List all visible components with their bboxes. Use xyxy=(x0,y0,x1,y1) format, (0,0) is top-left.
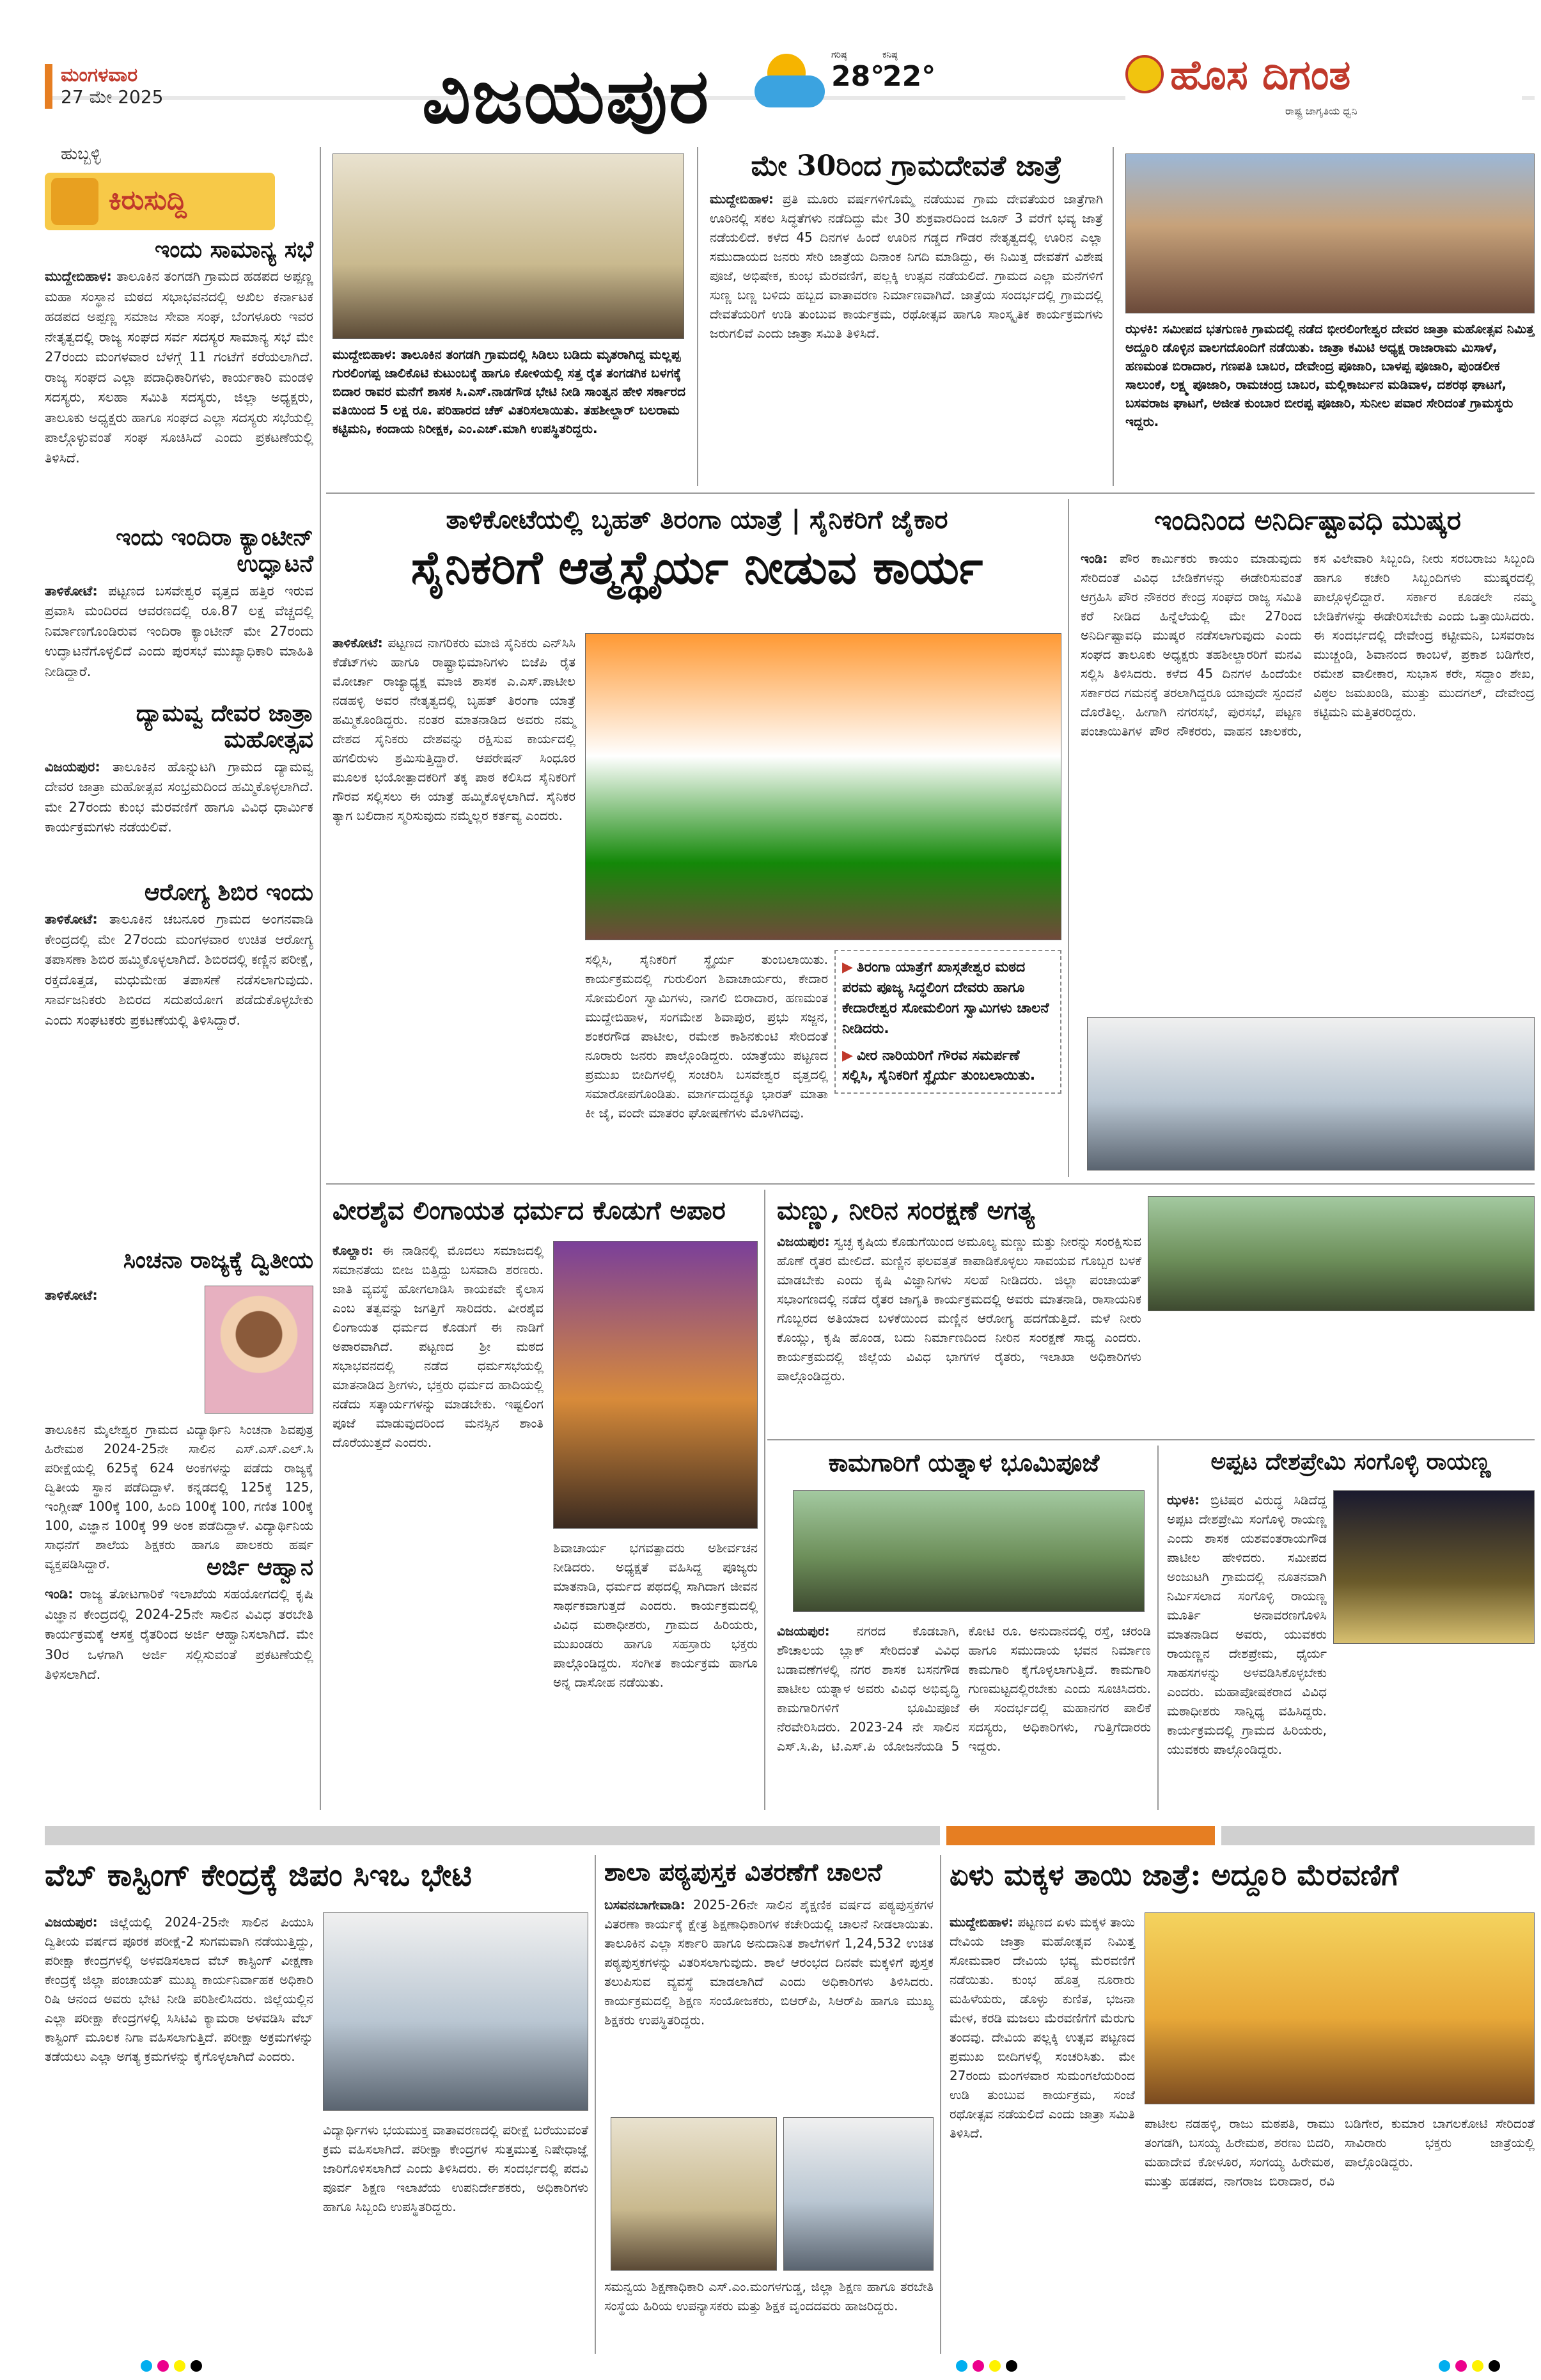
print-registration-marks xyxy=(1439,2360,1500,2372)
article-body xyxy=(604,1895,934,2125)
brief-text: ತಾಲೂಕಿನ ಹೊನ್ನುಟಗಿ ಗ್ರಾಮದ ದ್ಯಾಮವ್ವ ದೇವರ ಜಾತ್ರಾ ಮಹೋತ್ಸವ ಸಂಭ್ರಮದಿಂದ ಹಮ್ಮಿಕೊಳ್ಳಲಾಗಿದೆ. ಮೇ 27ರಂದು ಕುಂಭ ಮೆರವಣಿಗೆ ಹಾಗೂ ವಿವಿಧ ಧಾರ್ಮಿಕ ಕಾರ್ಯಕ್ರಮಗಳು ನಡೆಯಲಿವೆ. xyxy=(45,759,313,835)
article-text: ಪಟ್ಟಣದ ನಾಗರಿಕರು ಮಾಜಿ ಸೈನಿಕರು ಎನ್‌ಸಿಸಿ ಕೆಡೆಟ್‌ಗಳು ಹಾಗೂ ರಾಷ್ಟ್ರಾಭಿಮಾನಿಗಳು ಬಿಜೆಪಿ ರೈತ ಮೋರ್ಚಾ ರಾಜ್ಯಾಧ್ಯಕ್ಷ ಮಾಜಿ ಶಾಸಕ ಎ.ಎಸ್.ಪಾಟೀಲ ನಡಹಳ್ಳಿ ಅವರ ನೇತೃತ್ವದಲ್ಲಿ ಬೃಹತ್ ತಿರಂಗಾ ಯಾತ್ರೆ ಹಮ್ಮಿಕೊಂಡಿದ್ದರು. ನಂತರ ಮಾತನಾಡಿದ ಅವರು ನಮ್ಮ ದೇಶದ ಸೈನಿಕರು ದೇಶವನ್ನು ರಕ್ಷಿಸುವ ಕಾರ್ಯದಲ್ಲಿ ಹಗಲಿರುಳು ಶ್ರಮಿಸುತ್ತಿದ್ದಾರೆ. ಆಪರೇಷನ್ ಸಿಂಧೂರ ಮೂಲಕ ಭಯೋತ್ಪಾದಕರಿಗೆ ತಕ್ಕ ಪಾಠ ಕಲಿಸಿದ ಸೈನಿಕರಿಗೆ ಗೌರವ ಸಲ್ಲಿಸಲು ಈ ಯಾತ್ರೆ ಹಮ್ಮಿಕೊಳ್ಳಲಾಗಿದೆ. ಸೈನಿಕರ ತ್ಯಾಗ ಬಲಿದಾನ ಸ್ಮರಿಸುವುದು ನಮ್ಮೆಲ್ಲರ ಕರ್ತವ್ಯ ಎಂದರು. xyxy=(332,635,576,823)
max-temp-label: ಗರಿಷ್ಠ xyxy=(831,50,847,60)
article-text: ನಗರದ ಕೊಡಬಾಗಿ, ಶೌಚಾಲಯ ಬ್ಲಾಕ್ ಸೇರಿದಂತೆ ವಿವಿಧ ಬಡಾವಣೆಗಳಲ್ಲಿ ನಗರ ಶಾಸಕ ಬಸನಗೌಡ ಪಾಟೀಲ ಯತ್ನಾಳ ಅವರು ವಿವಿಧ ಅಭಿವೃದ್ಧಿ ಕಾಮಗಾರಿಗಳಿಗೆ ಭೂಮಿಪೂಜೆ ನೆರವೇರಿಸಿದರು. 2023-24 ನೇ ಸಾಲಿನ ಎಸ್.ಸಿ.ಪಿ, ಟಿ.ಎಸ್.ಪಿ ಯೋಜನೆಯಡಿ 5 ಕೋಟಿ ರೂ. ಅನುದಾನದಲ್ಲಿ ರಸ್ತೆ, ಚರಂಡಿ ಹಾಗೂ ಸಮುದಾಯ ಭವನ ನಿರ್ಮಾಣ ಕಾಮಗಾರಿ ಕೈಗೊಳ್ಳಲಾಗುತ್ತಿದೆ. ಕಾಮಗಾರಿ ಗುಣಮಟ್ಟದಲ್ಲಿರಬೇಕು ಎಂದು ಸೂಚಿಸಿದರು. ಈ ಸಂದರ್ಭದಲ್ಲಿ ಮಹಾನಗರ ಪಾಲಿಕೆ ಸದಸ್ಯರು, ಅಧಿಕಾರಿಗಳು, ಗುತ್ತಿಗೆದಾರರು ಇದ್ದರು. xyxy=(777,1623,1151,1754)
yellow-dot xyxy=(174,2360,185,2372)
article-body-cont: ಶಿವಾಚಾರ್ಯ ಭಗವತ್ಪಾದರು ಅಶೀರ್ವಚನ ನೀಡಿದರು. ಅಧ್ಯಕ್ಷತೆ ವಹಿಸಿದ್ದ ಪೂಜ್ಯರು ಮಾತನಾಡಿ, ಧರ್ಮದ ಪಥದಲ್ಲಿ ಸಾಗಿದಾಗ ಜೀವನ ಸಾರ್ಥಕವಾಗುತ್ತದೆ ಎಂದರು. ಕಾರ್ಯಕ್ರಮದಲ್ಲಿ ವಿವಿಧ ಮಠಾಧೀಶರು, ಗ್ರಾಮದ ಹಿರಿಯರು, ಮುಖಂಡರು ಹಾಗೂ ಸಹಸ್ರಾರು ಭಕ್ತರು ಪಾಲ್ಗೊಂಡಿದ್ದರು. ಸಂಗೀತ ಕಾರ್ಯಕ್ರಮ ಹಾಗೂ ಅನ್ನ ದಾಸೋಹ ನಡೆಯಿತು. xyxy=(553,1540,758,1690)
brief-place: ಮುದ್ದೇಬಿಹಾಳ: xyxy=(45,269,112,285)
article-body-cont: ವಿದ್ಯಾರ್ಥಿಗಳು ಭಯಮುಕ್ತ ವಾತಾವರಣದಲ್ಲಿ ಪರೀಕ್ಷೆ ಬರೆಯುವಂತೆ ಕ್ರಮ ವಹಿಸಲಾಗಿದೆ. ಪರೀಕ್ಷಾ ಕೇಂದ್ರಗಳ ಸುತ್ತಮುತ್ತ ನಿಷೇಧಾಜ್ಞೆ ಜಾರಿಗೊಳಿಸಲಾಗಿದೆ ಎಂದು ತಿಳಿಸಿದರು. ಈ ಸಂದರ್ಭದಲ್ಲಿ ಪದವಿ ಪೂರ್ವ ಶಿಕ್ಷಣ ಇಲಾಖೆಯ ಉಪನಿರ್ದೇಶಕರು, ಅಧಿಕಾರಿಗಳು ಹಾಗೂ ಸಿಬ್ಬಂದಿ ಉಪಸ್ಥಿತರಿದ್ದರು. xyxy=(323,2122,588,2214)
article-title: ವೀರಶೈವ ಲಿಂಗಾಯತ ಧರ್ಮದ ಕೊಡುಗೆ ಅಪಾರ xyxy=(332,1195,726,1225)
news-photo-textbook-2 xyxy=(783,2117,934,2271)
column-rule xyxy=(940,1855,941,2354)
news-photo-tiranga xyxy=(585,633,1061,940)
photo-caption: ಮುದ್ದೇಬಿಹಾಳ: ತಾಲೂಕಿನ ತಂಗಡಗಿ ಗ್ರಾಮದಲ್ಲಿ ಸಿಡಿಲು ಬಡಿದು ಮೃತರಾಗಿದ್ದ ಮಲ್ಲಪ್ಪ ಗುರಲಿಂಗಪ್ಪ ಜಾಲಿಕೊಟಿ ಕುಟುಂಬಕ್ಕೆ ಹಾಗೂ ಕೋಳಿಯಲ್ಲಿ ಸತ್ತ ರೈತ ತಂಗಡಗಿಕ ಬಳಗಕ್ಕೆ ಬಿದಾರ ರಾವರ ಮನೆಗೆ ಶಾಸಕ ಸಿ.ಎಸ್.ನಾಡಗೌಡ ಭೇಟಿ ನೀಡಿ ಸಾಂತ್ವನ ಹೇಳಿ ಸರ್ಕಾರದ ವತಿಯಿಂದ 5 ಲಕ್ಷ ರೂ. ಪರಿಹಾರದ ಚೆಕ್ ವಿತರಿಸಲಾಯಿತು. ತಹಶೀಲ್ದಾರ್ ಬಲರಾಮ ಕಟ್ಟಿಮನಿ, ಕಂದಾಯ ನಿರೀಕ್ಷಕ, ಎಂ.ಎಚ್.ಮಾಗಿ ಉಪಸ್ಥಿತರಿದ್ದರು. xyxy=(332,347,686,436)
article-body xyxy=(710,189,1103,484)
column-rule xyxy=(1068,499,1069,1177)
news-photo-festival xyxy=(1125,154,1535,313)
article-tiranga xyxy=(332,505,1061,594)
brief-body xyxy=(45,910,313,1229)
brief-item xyxy=(45,237,313,548)
article-body xyxy=(777,1621,1151,1807)
article-place: ಮುದ್ದೇಬಿಹಾಳ: xyxy=(950,1914,1013,1930)
article-text: ಪ್ರತಿ ಮೂರು ವರ್ಷಗಳಿಗೊಮ್ಮೆ ನಡೆಯುವ ಗ್ರಾಮ ದೇವತೆಯರ ಜಾತ್ರೆಗಾಗಿ ಊರಿನಲ್ಲಿ ಸಕಲ ಸಿದ್ಧತೆಗಳು ನಡೆದಿದ್ದು ಮೇ 30 ಶುಕ್ರವಾರದಿಂದ ಜೂನ್ 3 ವರೆಗೆ ಭವ್ಯ ಜಾತ್ರೆ ನಡೆಯಲಿದೆ. ಕಳೆದ 45 ದಿನಗಳ ಹಿಂದೆ ಊರಿನ ಗಡ್ಡದ ಗೌಡರ ನೇತೃತ್ವದಲ್ಲಿ ಊರಿನ ಎಲ್ಲಾ ಸಮುದಾಯದ ಜನರು ಸೇರಿ ಜಾತ್ರೆಯ ದಿನಾಂಕ ನಿಗದಿ ಮಾಡಿದ್ದು, ಈ ನಿಮಿತ್ತ ದೇವತೆಗೆ ವಿಶೇಷ ಪೂಜೆ, ಅಭಿಷೇಕ, ಕುಂಭ ಮೆರವಣಿಗೆ, ಪಲ್ಲಕ್ಕಿ ಉತ್ಸವ ನಡೆಯಲಿದೆ. ಗ್ರಾಮದ ಎಲ್ಲಾ ಮನೆಗಳಿಗೆ ಸುಣ್ಣ ಬಣ್ಣ ಬಳಿದು ಹಬ್ಬದ ವಾತಾವರಣ ನಿರ್ಮಾಣವಾಗಿದೆ. ಜಾತ್ರೆಯ ಸಂದರ್ಭದಲ್ಲಿ ಗ್ರಾಮದಲ್ಲಿ ದೇವತೆಯರಿಗೆ ಉಡಿ ತುಂಬುವ ಕಾರ್ಯಕ್ರಮ, ರಥೋತ್ಸವ ಹಾಗೂ ಸಾಂಸ್ಕೃತಿಕ ಕಾರ್ಯಕ್ರಮಗಳು ಜರುಗಲಿವೆ ಎಂದು ಜಾತ್ರಾ ಸಮಿತಿ ತಿಳಿಸಿದೆ. xyxy=(710,191,1104,341)
article-place: ಬಸವನಬಾಗೇವಾಡಿ: xyxy=(604,1896,685,1912)
article-body xyxy=(1167,1490,1327,1810)
kiru-suddi-label: ಕಿರುಸುದ್ದಿ xyxy=(109,184,187,216)
brief-place: ತಾಳಿಕೋಟೆ: xyxy=(45,583,98,599)
brief-title: ದ್ಯಾಮವ್ವ ದೇವರ ಜಾತ್ರಾ ಮಹೋತ್ಸವ xyxy=(136,700,313,753)
brand-logo xyxy=(1125,51,1522,128)
article-body xyxy=(332,633,575,1158)
bottom-section-bar xyxy=(0,1826,1541,1845)
article-title: ಕಾಮಗಾರಿಗೆ ಯತ್ನಾಳ ಭೂಮಿಪೂಜೆ xyxy=(828,1448,1100,1477)
article-body xyxy=(45,1912,313,2354)
brief-body xyxy=(45,757,313,885)
article-body xyxy=(1081,549,1535,1028)
article-place: ಕೊಲ್ಹಾರ: xyxy=(332,1243,374,1258)
edition-city: ಹುಬ್ಬಳ್ಳಿ xyxy=(61,145,101,164)
brand-emblem-icon xyxy=(1125,55,1164,93)
article-veerashaiva xyxy=(332,1196,758,1225)
black-dot xyxy=(1006,2360,1017,2372)
print-registration-marks xyxy=(956,2360,1017,2372)
section-rule xyxy=(326,1183,1535,1185)
article-place: ಮುದ್ದೇಬಿಹಾಳ: xyxy=(710,191,774,207)
page-title: ವಿಜಯಪುರ xyxy=(422,51,710,140)
article-text: ಸ್ವಚ್ಛ ಕೃಷಿಯ ಕೊಡುಗೆಯಿಂದ ಅಮೂಲ್ಯ ಮಣ್ಣು ಮತ್ತು ನೀರನ್ನು ಸಂರಕ್ಷಿಸುವ ಹೊಣೆ ರೈತರ ಮೇಲಿದೆ. ಮಣ್ಣಿನ ಫಲವತ್ತತೆ ಕಾಪಾಡಿಕೊಳ್ಳಲು ಸಾವಯವ ಗೊಬ್ಬರ ಬಳಕೆ ಮಾಡಬೇಕು ಎಂದು ಕೃಷಿ ವಿಜ್ಞಾನಿಗಳು ಸಲಹೆ ನೀಡಿದರು. ಜಿಲ್ಲಾ ಪಂಚಾಯತ್ ಸಭಾಂಗಣದಲ್ಲಿ ನಡೆದ ರೈತರ ಜಾಗೃತಿ ಕಾರ್ಯಕ್ರಮದಲ್ಲಿ ಅವರು ಮಾತನಾಡಿ, ರಾಸಾಯನಿಕ ಗೊಬ್ಬರದ ಅತಿಯಾದ ಬಳಕೆಯಿಂದ ಮಣ್ಣಿನ ಆರೋಗ್ಯ ಹದಗೆಡುತ್ತಿದೆ. ಮಳೆ ನೀರು ಕೊಯ್ಲು, ಕೃಷಿ ಹೊಂಡ, ಬದು ನಿರ್ಮಾಣದಿಂದ ನೀರಿನ ಸಂರಕ್ಷಣೆ ಸಾಧ್ಯ ಎಂದರು. ಕಾರ್ಯಕ್ರಮದಲ್ಲಿ ಜಿಲ್ಲೆಯ ವಿವಿಧ ಭಾಗಗಳ ರೈತರು, ಇಲಾಖಾ ಅಧಿಕಾರಿಗಳು ಪಾಲ್ಗೊಂಡಿದ್ದರು. xyxy=(777,1234,1141,1383)
brief-item xyxy=(45,700,313,885)
article-title: ಇಂದಿನಿಂದ ಅನಿರ್ದಿಷ್ಟಾವಧಿ ಮುಷ್ಕರ xyxy=(1154,505,1461,536)
date-block xyxy=(61,64,317,164)
brief-text: ತಾಲೂಕಿನ ತಂಗಡಗಿ ಗ್ರಾಮದ ಹಡಪದ ಅಪ್ಪಣ್ಣ ಮಹಾ ಸಂಸ್ಥಾನ ಮಠದ ಸಭಾಭವನದಲ್ಲಿ ಅಖಿಲ ಕರ್ನಾಟಕ ಹಡಪದ ಅಪ್ಪಣ್ಣ ಸಮಾಜ ಸೇವಾ ಸಂಘ, ಬೆಂಗಳೂರು ಇವರ ನೇತೃತ್ವದಲ್ಲಿ ರಾಜ್ಯ ಸಂಘದ ಸರ್ವ ಸದಸ್ಯರ ಸಾಮಾನ್ಯ ಸಭೆ ಮೇ 27ರಂದು ಮಂಗಳವಾರ ಬೆಳಗ್ಗೆ 11 ಗಂಟೆಗೆ ಕರೆಯಲಾಗಿದೆ. ರಾಜ್ಯ ಸಂಘದ ಎಲ್ಲಾ ಪದಾಧಿಕಾರಿಗಳು, ಕಾರ್ಯಕಾರಿ ಮಂಡಳಿ ಸದಸ್ಯರು, ಸಲಹಾ ಸಮಿತಿ ಸದಸ್ಯರು, ಜಿಲ್ಲಾ ಅಧ್ಯಕ್ಷರು, ತಾಲೂಕು ಅಧ್ಯಕ್ಷರು ಹಾಗೂ ಸಂಘದ ಎಲ್ಲಾ ಸದಸ್ಯರು ಸಭೆಯಲ್ಲಿ ಪಾಲ್ಗೊಳ್ಳುವಂತೆ ಸಂಘ ಸೂಚಿಸಿದೆ ಎಂದು ಪ್ರಕಟಣೆಯಲ್ಲಿ ತಿಳಿಸಿದೆ. xyxy=(45,269,313,466)
article-rayanna xyxy=(1167,1449,1535,1475)
news-photo-farmers xyxy=(1148,1196,1535,1311)
article-webcasting xyxy=(45,1858,588,1893)
black-dot xyxy=(1489,2360,1500,2372)
article-gramadevate xyxy=(710,150,1103,484)
magenta-dot xyxy=(1455,2360,1467,2372)
article-text: ಪಟ್ಟಣದ ಏಳು ಮಕ್ಕಳ ತಾಯಿ ದೇವಿಯ ಜಾತ್ರಾ ಮಹೋತ್ಸವ ನಿಮಿತ್ತ ಸೋಮವಾರ ದೇವಿಯ ಭವ್ಯ ಮೆರವಣಿಗೆ ನಡೆಯಿತು. ಕುಂಭ ಹೊತ್ತ ನೂರಾರು ಮಹಿಳೆಯರು, ಡೊಳ್ಳು ಕುಣಿತ, ಭಜನಾ ಮೇಳ, ಕರಡಿ ಮಜಲು ಮೆರವಣಿಗೆಗೆ ಮೆರುಗು ತಂದವು. ದೇವಿಯ ಪಲ್ಲಕ್ಕಿ ಉತ್ಸವ ಪಟ್ಟಣದ ಪ್ರಮುಖ ಬೀದಿಗಳಲ್ಲಿ ಸಂಚರಿಸಿತು. ಮೇ 27ರಂದು ಮಂಗಳವಾರ ಸುಮಂಗಲೆಯರಿಂದ ಉಡಿ ತುಂಬುವ ಕಾರ್ಯಕ್ರಮ, ಸಂಜೆ ರಥೋತ್ಸವ ನಡೆಯಲಿದೆ ಎಂದು ಜಾತ್ರಾ ಸಮಿತಿ ತಿಳಿಸಿದೆ. xyxy=(950,1914,1135,2141)
brief-place: ಇಂಡಿ: xyxy=(45,1586,74,1602)
brief-title: ಅರ್ಜಿ ಆಹ್ವಾನ xyxy=(207,1554,313,1580)
max-temp xyxy=(831,50,884,93)
brief-body-top xyxy=(45,1286,198,1414)
pull-quote-box xyxy=(834,950,1061,1094)
news-photo-bhoomipooje xyxy=(793,1490,1145,1612)
pull-quote-line: ▶ ತಿರಂಗಾ ಯಾತ್ರೆಗೆ ಖಾಸ್ಗತೇಶ್ವರ ಮಠದ ಪರಮ ಪೂಜ್ಯ ಸಿದ್ಧಲಿಂಗ ದೇವರು ಹಾಗೂ ಕೇದಾರೇಶ್ವರ ಸೋಮಲಿಂಗ ಸ್ವಾಮಿಗಳು ಚಾಲನೆ ನೀಡಿದರು. xyxy=(842,959,1049,1037)
article-place: ತಾಳಿಕೋಟೆ: xyxy=(332,635,383,650)
yellow-dot xyxy=(989,2360,1001,2372)
print-registration-marks xyxy=(141,2360,202,2372)
photo-caption: ಝಳಕಿ: ಸಮೀಪದ ಭತಗುಣಕಿ ಗ್ರಾಮದಲ್ಲಿ ನಡೆದ ಭೀರಲಿಂಗೇಶ್ವರ ದೇವರ ಜಾತ್ರಾ ಮಹೋತ್ಸವ ನಿಮಿತ್ತ ಅದ್ದೂರಿ ಡೊಳ್ಳಿನ ವಾಲಗದೊಂದಿಗೆ ನಡೆಯಿತು. ಜಾತ್ರಾ ಕಮಿಟಿ ಅಧ್ಯಕ್ಷ ರಾಜಾರಾಮ ಮಿಸಾಳೆ, ಹಣಮಂತ ಬಿರಾದಾರ, ಗಣಪತಿ ಬಾಬರ, ದೇವೇಂದ್ರ ಪೂಜಾರಿ, ಬಾಳಪ್ಪ ಪೂಜಾರಿ, ಪುಂಡಲೀಕ ಸಾಲುಂಕೆ, ಲಕ್ಷ್ಮ ಪೂಜಾರಿ, ರಾಮಚಂದ್ರ ಬಾಬರ, ಮಲ್ಲಿಕಾರ್ಜುನ ಮಡಿವಾಳ, ದಶರಥ ಘಾಟಗೆ, ಬಸವರಾಜ ಘಾಟಗೆ, ಅಜೀತ ಕುಂಬಾರ ಬೀರಪ್ಪ ಪೂಜಾರಿ, ಸುನೀಲ ಪವಾರ ಸೇರಿದಂತೆ ಗ್ರಾಮಸ್ಥರು ಇದ್ದರು. xyxy=(1125,321,1535,429)
brief-place: ತಾಳಿಕೋಟೆ: xyxy=(45,911,98,927)
section-rule xyxy=(326,493,1535,494)
article-title: ಸೈನಿಕರಿಗೆ ಆತ್ಮಸ್ಥೈರ್ಯ ನೀಡುವ ಕಾರ್ಯ xyxy=(411,540,983,594)
news-photo-statue xyxy=(1333,1490,1535,1644)
article-place: ವಿಜಯಪುರ: xyxy=(45,1914,98,1930)
date-accent-strip xyxy=(45,64,52,109)
article-place: ವಿಜಯಪುರ: xyxy=(777,1234,830,1249)
min-temp-unit: ° xyxy=(921,60,936,93)
brief-title: ಸಿಂಚನಾ ರಾಜ್ಯಕ್ಕೆ ದ್ವಿತೀಯ xyxy=(123,1247,313,1273)
article-mushkara xyxy=(1081,505,1535,1028)
article-place: ಝಳಕಿ: xyxy=(1167,1492,1200,1508)
brief-item xyxy=(45,524,313,729)
divider-block xyxy=(45,1826,940,1845)
brief-text: ರಾಜ್ಯ ತೋಟಗಾರಿಕೆ ಇಲಾಖೆಯ ಸಹಯೋಗದಲ್ಲಿ ಕೃಷಿ ವಿಜ್ಞಾನ ಕೇಂದ್ರದಲ್ಲಿ 2024-25ನೇ ಸಾಲಿನ ವಿವಿಧ ತರಬೇತಿ ಕಾರ್ಯಕ್ರಮಕ್ಕೆ ಆಸಕ್ತ ರೈತರಿಂದ ಅರ್ಜಿ ಆಹ್ವಾನಿಸಲಾಗಿದೆ. ಮೇ 30ರ ಒಳಗಾಗಿ ಅರ್ಜಿ ಸಲ್ಲಿಸುವಂತೆ ಪ್ರಕಟಣೆಯಲ್ಲಿ ತಿಳಿಸಲಾಗಿದೆ. xyxy=(45,1586,313,1683)
brief-title: ಇಂದು ಸಾಮಾನ್ಯ ಸಭೆ xyxy=(154,236,313,263)
article-text: ಪೌರ ಕಾರ್ಮಿಕರು ಕಾಯಂ ಮಾಡುವುದು ಸೇರಿದಂತೆ ವಿವಿಧ ಬೇಡಿಕೆಗಳನ್ನು ಈಡೇರಿಸುವಂತೆ ಆಗ್ರಹಿಸಿ ಪೌರ ನೌಕರರ ಕೇಂದ್ರ ಸಂಘದ ರಾಜ್ಯ ಸಮಿತಿ ಕರೆ ನೀಡಿದ ಹಿನ್ನೆಲೆಯಲ್ಲಿ ಮೇ 27ರಿಂದ ಅನಿರ್ದಿಷ್ಟಾವಧಿ ಮುಷ್ಕರ ನಡೆಸಲಾಗುವುದು ಎಂದು ಸಂಘದ ತಾಲೂಕು ಅಧ್ಯಕ್ಷರು ತಹಶೀಲ್ದಾರರಿಗೆ ಮನವಿ ಸಲ್ಲಿಸಿ ತಿಳಿಸಿದರು. ಕಳೆದ 45 ದಿನಗಳ ಹಿಂದೆಯೇ ಸರ್ಕಾರದ ಗಮನಕ್ಕೆ ತರಲಾಗಿದ್ದರೂ ಯಾವುದೇ ಸ್ಪಂದನೆ ದೊರೆತಿಲ್ಲ. ಹೀಗಾಗಿ ನಗರಸಭೆ, ಪುರಸಭೆ, ಪಟ್ಟಣ ಪಂಚಾಯಿತಿಗಳ ಪೌರ ನೌಕರರು, ವಾಹನ ಚಾಲಕರು, ಕಸ ವಿಲೇವಾರಿ ಸಿಬ್ಬಂದಿ, ನೀರು ಸರಬರಾಜು ಸಿಬ್ಬಂದಿ ಹಾಗೂ ಕಚೇರಿ ಸಿಬ್ಬಂದಿಗಳು ಮುಷ್ಕರದಲ್ಲಿ ಪಾಲ್ಗೊಳ್ಳಲಿದ್ದಾರೆ. ಸರ್ಕಾರ ಕೂಡಲೇ ನಮ್ಮ ಬೇಡಿಕೆಗಳನ್ನು ಈಡೇರಿಸಬೇಕು ಎಂದು ಒತ್ತಾಯಿಸಿದರು. ಈ ಸಂದರ್ಭದಲ್ಲಿ ದೇವೇಂದ್ರ ಕಟ್ಟೀಮನಿ, ಬಸವರಾಜ ಮುಚ್ಚಂಡಿ, ಶಿವಾನಂದ ಕಾಂಬಳೆ, ಪ್ರಕಾಶ ಬಡಿಗೇರ, ರಮೇಶ ವಾಲೀಕಾರ, ಸುಭಾಸ ಕರೇ, ಸದ್ದಾಂ ಶೇಖ, ವಿಠ್ಠಲ ಜಮಖಂಡಿ, ಮುತ್ತು ಮುದಗಲ್, ದೇವೇಂದ್ರ ಕಟ್ಟಿಮನಿ ಮತ್ತಿತರರಿದ್ದರು. xyxy=(1081,551,1535,739)
brief-title: ಆರೋಗ್ಯ ಶಿಬಿರ ಇಂದು xyxy=(144,879,313,906)
news-photo-condolence xyxy=(332,154,684,339)
column-rule xyxy=(595,1855,596,2354)
column-rule xyxy=(320,147,321,1810)
article-place: ಇಂಡಿ: xyxy=(1081,551,1108,567)
article-title: ಅಪ್ಪಟ ದೇಶಪ್ರೇಮಿ ಸಂಗೊಳ್ಳಿ ರಾಯಣ್ಣ xyxy=(1210,1448,1491,1475)
column-rule xyxy=(1157,1446,1159,1810)
article-shala xyxy=(604,1858,934,2125)
brief-body xyxy=(45,1584,313,1795)
news-photo-webcasting xyxy=(323,1912,588,2111)
cyan-dot xyxy=(1439,2360,1450,2372)
brand-tagline: ರಾಷ್ಟ್ರ ಜಾಗೃತಿಯ ಧ್ವನಿ xyxy=(1285,105,1357,117)
article-title: ಮೇ 30ರಿಂದ ಗ್ರಾಮದೇವತೆ ಜಾತ್ರೆ xyxy=(751,150,1062,182)
brief-body: ತಾಲೂಕಿನ ಮೈಲೇಶ್ವರ ಗ್ರಾಮದ ವಿದ್ಯಾರ್ಥಿನಿ ಸಿಂಚನಾ ಶಿವಪುತ್ರ ಹಿರೇಮಠ 2024-25ನೇ ಸಾಲಿನ ಎಸ್.ಎಸ್.ಎಲ್.ಸಿ ಪರೀಕ್ಷೆಯಲ್ಲಿ 625ಕ್ಕೆ 624 ಅಂಕಗಳನ್ನು ಪಡೆದು ರಾಜ್ಯಕ್ಕೆ ದ್ವಿತೀಯ ಸ್ಥಾನ ಪಡೆದಿದ್ದಾಳೆ. ಕನ್ನಡದಲ್ಲಿ 125ಕ್ಕೆ 125, ಇಂಗ್ಲೀಷ್ 100ಕ್ಕೆ 100, ಹಿಂದಿ 100ಕ್ಕೆ 100, ಗಣಿತ 100ಕ್ಕೆ 100, ವಿಜ್ಞಾನ 100ಕ್ಕೆ 99 ಅಂಕ ಪಡೆದಿದ್ದಾಳೆ. ವಿದ್ಯಾರ್ಥಿನಿಯ ಸಾಧನೆಗೆ ಶಾಲೆಯ ಶಿಕ್ಷಕರು ಹಾಗೂ ಪಾಲಕರು ಹರ್ಷ ವ್ಯಕ್ತಪಡಿಸಿದ್ದಾರೆ. xyxy=(45,1422,313,1572)
article-elu-makkala xyxy=(950,1858,1535,1892)
weather-widget xyxy=(755,50,936,114)
brief-text: ಪಟ್ಟಣದ ಬಸವೇಶ್ವರ ವೃತ್ತದ ಹತ್ತಿರ ಇರುವ ಪ್ರವಾಸಿ ಮಂದಿರದ ಆವರಣದಲ್ಲಿ ರೂ.87 ಲಕ್ಷ ವೆಚ್ಚದಲ್ಲಿ ನಿರ್ಮಾಣಗೊಂಡಿರುವ ಇಂದಿರಾ ಕ್ಯಾಂಟೀನ್ ಮೇ 27ರಂದು ಉದ್ಘಾಟನೆಗೊಳ್ಳಲಿದೆ ಎಂದು ಪುರಸಭೆ ಮುಖ್ಯಾಧಿಕಾರಿ ಮಾಹಿತಿ ನೀಡಿದ್ದಾರೆ. xyxy=(45,583,313,679)
yellow-dot xyxy=(1472,2360,1483,2372)
triangle-bullet-icon: ▶ xyxy=(842,959,853,975)
article-text: ಜಿಲ್ಲೆಯಲ್ಲಿ 2024-25ನೇ ಸಾಲಿನ ಪಿಯುಸಿ ದ್ವಿತೀಯ ವರ್ಷದ ಪೂರಕ ಪರೀಕ್ಷೆ-2 ಸುಗಮವಾಗಿ ನಡೆಯುತ್ತಿದ್ದು, ಪರೀಕ್ಷಾ ಕೇಂದ್ರಗಳಲ್ಲಿ ಅಳವಡಿಸಲಾದ ವೆಬ್ ಕಾಸ್ಟಿಂಗ್ ವೀಕ್ಷಣಾ ಕೇಂದ್ರಕ್ಕೆ ಜಿಲ್ಲಾ ಪಂಚಾಯತ್ ಮುಖ್ಯ ಕಾರ್ಯನಿರ್ವಾಹಕ ಅಧಿಕಾರಿ ರಿಷಿ ಆನಂದ ಅವರು ಭೇಟಿ ನೀಡಿ ಪರಿಶೀಲಿಸಿದರು. ಜಿಲ್ಲೆಯಲ್ಲಿನ ಎಲ್ಲಾ ಪರೀಕ್ಷಾ ಕೇಂದ್ರಗಳಲ್ಲಿ ಸಿಸಿಟಿವಿ ಕ್ಯಾಮರಾ ಅಳವಡಿಸಿ ವೆಬ್ ಕಾಸ್ಟಿಂಗ್ ಮೂಲಕ ನಿಗಾ ವಹಿಸಲಾಗುತ್ತಿದೆ. ಪರೀಕ್ಷಾ ಅಕ್ರಮಗಳನ್ನು ತಡೆಯಲು ಎಲ್ಲಾ ಅಗತ್ಯ ಕ್ರಮಗಳನ್ನು ಕೈಗೊಳ್ಳಲಾಗಿದೆ ಎಂದರು. xyxy=(45,1914,313,2064)
max-temp-unit: ° xyxy=(870,60,885,93)
news-photo-memorandum xyxy=(1087,1017,1535,1170)
column-rule xyxy=(1113,147,1114,486)
black-dot xyxy=(191,2360,202,2372)
article-body-cont: ಸಲ್ಲಿಸಿ, ಸೈನಿಕರಿಗೆ ಸ್ಥೈರ್ಯ ತುಂಬಲಾಯಿತು. ಕಾರ್ಯಕ್ರಮದಲ್ಲಿ ಗುರುಲಿಂಗ ಶಿವಾಚಾರ್ಯರು, ಕೇದಾರ ಸೋಮಲಿಂಗ ಸ್ವಾಮಿಗಳು, ನಾಗಲಿ ಬಿರಾದಾರ, ಹಣಮಂತ ಮುದ್ದೇಬಿಹಾಳ, ಸಂಗಮೇಶ ಶಿವಾಪುರ, ಪ್ರಭು ಸಜ್ಜನ, ಶಂಕರಗೌಡ ಪಾಟೀಲ, ರಮೇಶ ಕಾಶಿನಕುಂಟಿ ಸೇರಿದಂತೆ ನೂರಾರು ಜನರು ಪಾಲ್ಗೊಂಡಿದ್ದರು. ಯಾತ್ರೆಯು ಪಟ್ಟಣದ ಪ್ರಮುಖ ಬೀದಿಗಳಲ್ಲಿ ಸಂಚರಿಸಿ ಬಸವೇಶ್ವರ ವೃತ್ತದಲ್ಲಿ ಸಮಾರೋಪಗೊಂಡಿತು. ಮಾರ್ಗದುದ್ದಕ್ಕೂ ಭಾರತ್ ಮಾತಾ ಕೀ ಜೈ, ವಂದೇ ಮಾತರಂ ಘೋಷಣೆಗಳು ಮೊಳಗಿದವು. xyxy=(585,952,828,1121)
article-mannu xyxy=(777,1196,1141,1430)
brief-body xyxy=(45,267,313,548)
min-temp xyxy=(882,50,935,93)
article-title: ಏಳು ಮಕ್ಕಳ ತಾಯಿ ಜಾತ್ರೆ: ಅದ್ದೂರಿ ಮೆರವಣಿಗೆ xyxy=(950,1857,1399,1892)
article-place: ವಿಜಯಪುರ: xyxy=(777,1623,830,1639)
article-text: ಬ್ರಿಟಿಷರ ವಿರುದ್ಧ ಸಿಡಿದೆದ್ದ ಅಪ್ಪಟ ದೇಶಪ್ರೇಮಿ ಸಂಗೊಳ್ಳಿ ರಾಯಣ್ಣ ಎಂದು ಶಾಸಕ ಯಶವಂತರಾಯಗೌಡ ಪಾಟೀಲ ಹೇಳಿದರು. ಸಮೀಪದ ಅಂಜುಟಗಿ ಗ್ರಾಮದಲ್ಲಿ ನೂತನವಾಗಿ ನಿರ್ಮಿಸಲಾದ ಸಂಗೊಳ್ಳಿ ರಾಯಣ್ಣ ಮೂರ್ತಿ ಅನಾವರಣಗೊಳಿಸಿ ಮಾತನಾಡಿದ ಅವರು, ಯುವಕರು ರಾಯಣ್ಣನ ದೇಶಪ್ರೇಮ, ಧೈರ್ಯ ಸಾಹಸಗಳನ್ನು ಅಳವಡಿಸಿಕೊಳ್ಳಬೇಕು ಎಂದರು. ಮಹಾಪೋಷಕರಾದ ವಿವಿಧ ಮಠಾಧೀಶರು ಸಾನ್ನಿಧ್ಯ ವಹಿಸಿದ್ದರು. ಕಾರ್ಯಕ್ರಮದಲ್ಲಿ ಗ್ರಾಮದ ಹಿರಿಯರು, ಯುವಕರು ಪಾಲ್ಗೊಂಡಿದ್ದರು. xyxy=(1167,1492,1327,1757)
article-body-cont: ಸಮನ್ವಯ ಶಿಕ್ಷಣಾಧಿಕಾರಿ ಎಸ್.ಎಂ.ಮಂಗಳಗುಡ್ಡ, ಜಿಲ್ಲಾ ಶಿಕ್ಷಣ ಹಾಗೂ ತರಬೇತಿ ಸಂಸ್ಥೆಯ ಹಿರಿಯ ಉಪನ್ಯಾಸಕರು ಮತ್ತು ಶಿಕ್ಷಕ ವೃಂದದವರು ಹಾಜರಿದ್ದರು. xyxy=(604,2279,934,2313)
min-temp-label: ಕನಿಷ್ಠ xyxy=(882,50,898,60)
day-label: ಮಂಗಳವಾರ xyxy=(61,64,138,86)
brief-place: ತಾಳಿಕೋಟೆ: xyxy=(45,1288,98,1303)
pull-quote-line: ▶ ವೀರ ನಾರಿಯರಿಗೆ ಗೌರವ ಸಮರ್ಪಣೆ ಸಲ್ಲಿಸಿ, ಸೈನಿಕರಿಗೆ ಸ್ಥೈರ್ಯ ತುಂಬಲಾಯಿತು. xyxy=(842,1047,1036,1084)
brief-place: ವಿಜಯಪುರ: xyxy=(45,759,100,775)
article-body-cont: ಪಾಟೀಲ ನಡಹಳ್ಳಿ, ರಾಜು ಮಠಪತಿ, ರಾಮು ತಂಗಡಗಿ, ಬಸಯ್ಯ ಹಿರೇಮಠ, ಶರಣು ಬಿದರಿ, ಮಹಾದೇವ ಕೋಳೂರ, ಸಂಗಯ್ಯ ಹಿರೇಮಠ, ಮುತ್ತು ಹಡಪದ, ನಾಗರಾಜ ಬಿರಾದಾರ, ರವಿ ಬಡಿಗೇರ, ಕುಮಾರ ಬಾಗಲಕೋಟಿ ಸೇರಿದಂತೆ ಸಾವಿರಾರು ಭಕ್ತರು ಜಾತ್ರೆಯಲ್ಲಿ ಪಾಲ್ಗೊಂಡಿದ್ದರು. xyxy=(1145,2116,1535,2189)
brief-item xyxy=(45,1554,313,1795)
article-body xyxy=(950,1912,1135,2354)
article-title: ಮಣ್ಣು, ನೀರಿನ ಸಂರಕ್ಷಣೆ ಅಗತ್ಯ xyxy=(777,1195,1035,1225)
article-title: ಶಾಲಾ ಪಠ್ಯಪುಸ್ತಕ ವಿತರಣೆಗೆ ಚಾಲನೆ xyxy=(604,1857,882,1886)
news-photo-textbook xyxy=(611,2117,777,2271)
section-rule xyxy=(767,1439,1535,1440)
article-text: ಈ ನಾಡಿನಲ್ಲಿ ಮೊದಲು ಸಮಾಜದಲ್ಲಿ ಸಮಾನತೆಯ ಬೀಜ ಬಿತ್ತಿದ್ದು ಬಸವಾದಿ ಶರಣರು. ಜಾತಿ ವ್ಯವಸ್ಥೆ ಹೋಗಲಾಡಿಸಿ ಕಾಯಕವೇ ಕೈಲಾಸ ಎಂಬ ತತ್ವವನ್ನು ಜಗತ್ತಿಗೆ ಸಾರಿದರು. ವೀರಶೈವ ಲಿಂಗಾಯತ ಧರ್ಮದ ಕೊಡುಗೆ ಈ ನಾಡಿಗೆ ಅಪಾರವಾಗಿದೆ. ಪಟ್ಟಣದ ಶ್ರೀ ಮಠದ ಸಭಾಭವನದಲ್ಲಿ ನಡೆದ ಧರ್ಮಸಭೆಯಲ್ಲಿ ಮಾತನಾಡಿದ ಶ್ರೀಗಳು, ಭಕ್ತರು ಧರ್ಮದ ಹಾದಿಯಲ್ಲಿ ನಡೆದು ಸತ್ಕಾರ್ಯಗಳನ್ನು ಮಾಡಬೇಕು. ಇಷ್ಟಲಿಂಗ ಪೂಜೆ ಮಾಡುವುದರಿಂದ ಮನಸ್ಸಿನ ಶಾಂತಿ ದೊರೆಯುತ್ತದೆ ಎಂದರು. xyxy=(332,1243,544,1450)
max-temp-value: 28 xyxy=(831,60,871,93)
column-rule xyxy=(764,1190,765,1810)
article-text: 2025-26ನೇ ಸಾಲಿನ ಶೈಕ್ಷಣಿಕ ವರ್ಷದ ಪಠ್ಯಪುಸ್ತಕಗಳ ವಿತರಣಾ ಕಾರ್ಯಕ್ಕೆ ಕ್ಷೇತ್ರ ಶಿಕ್ಷಣಾಧಿಕಾರಿಗಳ ಕಚೇರಿಯಲ್ಲಿ ಚಾಲನೆ ನೀಡಲಾಯಿತು. ತಾಲೂಕಿನ ಎಲ್ಲಾ ಸರ್ಕಾರಿ ಹಾಗೂ ಅನುದಾನಿತ ಶಾಲೆಗಳಿಗೆ 1,24,532 ಉಚಿತ ಪಠ್ಯಪುಸ್ತಕಗಳನ್ನು ವಿತರಿಸಲಾಗುವುದು. ಶಾಲೆ ಆರಂಭದ ದಿನವೇ ಮಕ್ಕಳಿಗೆ ಪುಸ್ತಕ ತಲುಪಿಸುವ ವ್ಯವಸ್ಥೆ ಮಾಡಲಾಗಿದೆ ಎಂದು ಅಧಿಕಾರಿಗಳು ತಿಳಿಸಿದರು. ಕಾರ್ಯಕ್ರಮದಲ್ಲಿ ಶಿಕ್ಷಣ ಸಂಯೋಜಕರು, ಬಿಆರ್‌ಪಿ, ಸಿಆರ್‌ಪಿ ಹಾಗೂ ಮುಖ್ಯ ಶಿಕ್ಷಕರು ಉಪಸ್ಥಿತರಿದ್ದರು. xyxy=(604,1896,934,2028)
cyan-dot xyxy=(141,2360,152,2372)
cyan-dot xyxy=(956,2360,967,2372)
news-photo-dharmasabha xyxy=(553,1241,758,1529)
date-label: 27 ಮೇ 2025 xyxy=(61,86,164,107)
divider-block xyxy=(1221,1826,1535,1845)
article-body xyxy=(777,1232,1141,1430)
column-rule xyxy=(697,147,698,486)
brief-item xyxy=(45,879,313,1229)
article-kicker: ತಾಳಿಕೋಟೆಯಲ್ಲಿ ಬೃಹತ್ ತಿರಂಗಾ ಯಾತ್ರೆ | ಸೈನಿಕರಿಗೆ ಜೈಕಾರ xyxy=(446,505,948,535)
magenta-dot xyxy=(157,2360,169,2372)
brand-name: ಹೊಸ ದಿಗಂತ xyxy=(1170,51,1351,99)
brief-text: ತಾಲೂಕಿನ ಚಬನೂರ ಗ್ರಾಮದ ಅಂಗನವಾಡಿ ಕೇಂದ್ರದಲ್ಲಿ ಮೇ 27ರಂದು ಮಂಗಳವಾರ ಉಚಿತ ಆರೋಗ್ಯ ತಪಾಸಣಾ ಶಿಬಿರ ಹಮ್ಮಿಕೊಳ್ಳಲಾಗಿದೆ. ಶಿಬಿರದಲ್ಲಿ ಕಣ್ಣಿನ ಪರೀಕ್ಷೆ, ರಕ್ತದೊತ್ತಡ, ಮಧುಮೇಹ ತಪಾಸಣೆ ನಡೆಸಲಾಗುವುದು. ಸಾರ್ವಜನಿಕರು ಶಿಬಿರದ ಸದುಪಯೋಗ ಪಡೆದುಕೊಳ್ಳಬೇಕು ಎಂದು ಸಂಘಟಕರು ಪ್ರಕಟಣೆಯಲ್ಲಿ ತಿಳಿಸಿದ್ದಾರೆ. xyxy=(45,911,313,1028)
magenta-dot xyxy=(973,2360,984,2372)
triangle-bullet-icon: ▶ xyxy=(842,1047,853,1064)
news-photo-procession xyxy=(1145,1912,1535,2104)
article-title: ವೆಬ್ ಕಾಸ್ಟಿಂಗ್ ಕೇಂದ್ರಕ್ಕೆ ಜಿಪಂ ಸಿಇಒ ಭೇಟಿ xyxy=(45,1857,472,1893)
student-portrait xyxy=(205,1286,313,1414)
hand-pointer-icon xyxy=(51,178,98,225)
divider-block-accent xyxy=(946,1826,1215,1845)
kiru-suddi-badge xyxy=(45,173,275,230)
min-temp-value: 22 xyxy=(882,60,922,93)
article-body xyxy=(332,1241,544,1810)
cloud-icon xyxy=(755,75,825,107)
brief-title: ಇಂದು ಇಂದಿರಾ ಕ್ಯಾಂಟೀನ್ ಉದ್ಘಾಟನೆ xyxy=(116,524,313,578)
article-kamagari xyxy=(777,1449,1151,1477)
